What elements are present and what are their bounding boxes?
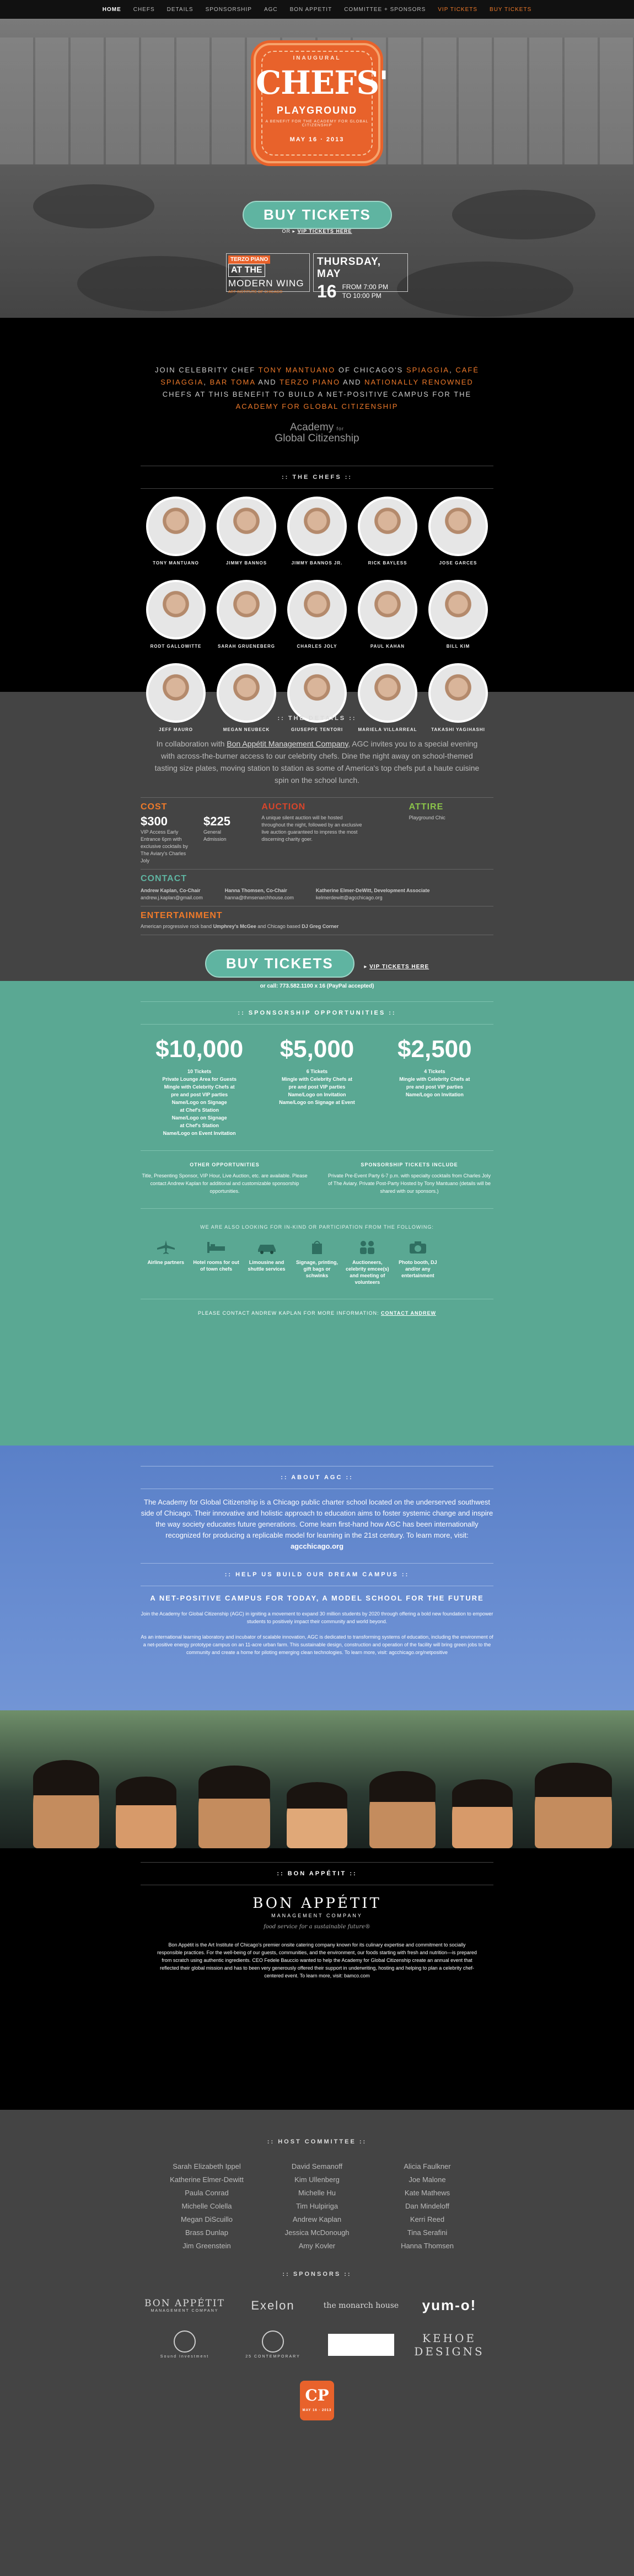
sponsor-logos [141,2297,493,2359]
email-link[interactable]: hanna@thmsenarchhouse.com [224,895,294,900]
auctioneer-item: Auctioneers, celebrity emcee(s) and meeting of volunteers [342,1239,393,1286]
contact-andrew-link[interactable]: CONTACT ANDREW [381,1310,437,1316]
committee-member: Jessica McDonough [284,2228,350,2237]
nav-home[interactable]: HOME [102,6,121,13]
sponsor-logo: 25 CONTEMPORARY [229,2330,317,2359]
committee-member: Megan DiScuillo [181,2215,233,2223]
tier-benefit: Mingle with Celebrity Chefs at [164,1084,235,1090]
committee-member: Joe Malone [409,2175,446,2184]
tier-benefit: Name/Logo on Invitation [405,1092,464,1097]
tier-benefit: Private Lounge Area for Guests [162,1076,237,1082]
sponsor-logo: KEHOE DESIGNS [414,2331,485,2358]
committee-member: Katherine Elmer-Dewitt [170,2175,244,2184]
footer-logo: CP MAY 16 · 2013 [300,2381,334,2420]
hero-section [0,19,634,318]
nav-committee[interactable]: COMMITTEE + SPONSORS [344,6,426,13]
students-photo [0,1710,634,1848]
tier-amount: $5,000 [280,1036,354,1063]
details-grid [141,797,493,870]
campus-text-1: Join the Academy for Global Citizenship (AGC) in igniting a movement to expand 30 million students by 2020 through offering a bold new foundation to empower students to positively impact their community and world beyond. [141,1611,493,1624]
needs-icons [141,1239,493,1286]
chef-card [141,663,211,732]
committee-member: Sarah Elizabeth Ippel [173,2162,241,2170]
chef-photo [146,663,206,723]
tier-amount: $2,500 [397,1036,472,1063]
inkind-ask: WE ARE ALSO LOOKING FOR IN-KIND OR PARTICIPATION FROM THE FOLLOWING: [200,1224,434,1230]
chef-photo [428,663,488,723]
tier-benefit: 10 Tickets [187,1069,212,1074]
nav-bon-appetit[interactable]: BON APPETIT [289,6,332,13]
chef-photo [287,580,347,639]
nav-vip-tickets[interactable]: VIP TICKETS [438,6,478,13]
chef-name: TAKASHI YAGIHASHI [431,727,485,732]
venue-wing: MODERN WING [228,278,304,289]
nav-details[interactable]: DETAILS [166,6,194,13]
vip-tickets-link[interactable]: VIP TICKETS HERE [297,228,352,234]
vip-tickets-link[interactable]: VIP TICKETS HERE [369,964,429,970]
chef-name: CHARLES JOLY [297,644,337,649]
chef-photo [428,580,488,639]
nav-agc[interactable]: AGC [264,6,278,13]
about-heading: :: ABOUT AGC :: [281,1474,353,1481]
chef-photo [358,663,417,723]
tier-benefit: Name/Logo on Signage [171,1115,227,1121]
chef-photo [217,497,276,556]
committee-section [0,2110,634,2546]
signage-item: Signage, printing, gift bags or schwinks [292,1239,342,1286]
chef-name: JEFF MAURO [159,727,193,732]
chef-photo [358,580,417,639]
background-table [33,184,154,228]
chef-card [423,580,493,649]
committee-member: Michelle Colella [181,2202,232,2210]
tier-benefit: Name/Logo on Invitation [288,1092,346,1097]
event-info [226,253,408,301]
committee-member: Michelle Hu [298,2189,336,2197]
sponsor-logo [317,2334,405,2356]
venue-block [226,253,310,292]
time-from: FROM 7:00 PM [342,283,388,291]
tier-benefit: 6 Tickets [306,1069,328,1074]
chef-photo [146,497,206,556]
bed-icon [205,1239,227,1255]
cost-cell: COST $300 VIP Access Early Entrance 6pm with exclusive cocktails by The Aviary's Charles Joly $225 General Admission [141,798,258,870]
committee-member: Kate Mathews [404,2189,450,2197]
chef-name: PAUL KAHAN [370,644,405,649]
chef-photo [358,497,417,556]
bon-appetit-link[interactable]: Bon Appétit Management Company [227,739,348,748]
date-line: THURSDAY, MAY [317,256,381,280]
date-block [313,253,408,301]
chef-name: JIMMY BANNOS JR. [291,561,343,566]
sponsor-logo: the monarch house [323,2301,399,2310]
chef-name: RODT GALLOWITTE [150,644,202,649]
committee-member: Kerri Reed [410,2215,445,2223]
bon-heading: :: BON APPÉTIT :: [277,1870,357,1877]
call-line: or call: 773.582.1100 x 16 (PayPal accepted) [260,983,374,989]
divider [141,1024,493,1025]
badge-subtitle: PLAYGROUND [276,105,358,116]
chef-photo [146,580,206,639]
committee-member: Kim Ullenberg [294,2175,340,2184]
top-nav [0,0,634,19]
sponsor-logo: yum-o! [422,2297,477,2313]
tier-benefit: pre and post VIP parties [406,1084,463,1090]
about-section [0,1446,634,1848]
tier-benefit: at Chef's Station [180,1123,219,1128]
campus-subtitle: A NET-POSITIVE CAMPUS FOR TODAY, A MODEL SCHOOL FOR THE FUTURE [150,1594,484,1602]
auction-cell: AUCTION A unique silent auction will be hosted throughout the night, followed by an exclusive live auction guaranteed to impress the most discerning charity goer. [258,798,375,870]
airplane-icon [155,1239,177,1255]
about-text: The Academy for Global Citizenship is a Chicago public charter school located on the underserved southwest side of Chicago. Their innovative and holistic approach to education aims to foster systemic change and inspire the way society educates future generations. Come learn first-hand how AGC has been internationally recognized for producing a replicable model for learning in the 21st century. To learn more, visit: agcchicago.org [141,1498,493,1550]
include-title: SPONSORSHIP TICKETS INCLUDE [361,1162,458,1167]
chef-name: MARIELA VILLARREAL [358,727,417,732]
sponsor-tier [141,1036,258,1137]
chef-card [141,497,211,566]
committee-member: Andrew Kaplan [292,2215,342,2223]
chef-card [211,580,282,649]
host-names [152,2161,482,2252]
email-link[interactable]: kelmerdewitt@agcchicago.org [315,895,383,900]
chef-card [282,580,352,649]
committee-member: Alicia Faulkner [404,2162,451,2170]
tier-benefit: Name/Logo on Signage [171,1100,227,1105]
background-table [77,256,243,311]
sponsor-tier [376,1036,493,1137]
agc-link[interactable]: agcchicago.org [290,1542,344,1550]
chef-photo [287,497,347,556]
tier-benefit: Mingle with Celebrity Chefs at [281,1076,352,1082]
tier-benefit: Mingle with Celebrity Chefs at [399,1076,470,1082]
tier-benefit: at Chef's Station [180,1107,219,1113]
campus-text-2: As an international learning laboratory and incubator of scalable innovation, AGC is dedicated to transforming systems of education, including the environment of a net-positive energy prototype campus on an 11-acre urban farm. This sustainable design, construction and operation of the facility will bring green jobs to the community and create a home for piloting emerging clean technologies. To learn more, visit: agcchicago.org/netpositive [141,1634,493,1655]
chef-card [352,580,423,649]
help-heading: :: HELP US BUILD OUR DREAM CAMPUS :: [224,1571,410,1578]
chef-name: JOSE GARCES [439,561,477,566]
committee-member: Brass Dunlap [185,2228,229,2237]
gift-bag-icon [306,1239,328,1255]
people-icon [356,1239,378,1255]
details-lead: In collaboration with Bon Appétit Management Company, AGC invites you to a special evening with across-the-burner access to our celebrity chefs. Dine the night away on school-themed tasting size plates, moving station to station as some of America's top chefs put a haute cuisine spin on the school lunch. [154,739,480,785]
photo-booth-item: Photo booth, DJ and/or any entertainment [393,1239,443,1286]
other-text: Title, Presenting Sponsor, VIP Hour, Live Auction, etc. are available. Please contact Andrew Kaplan for additional and customizable sponsorship opportunities. [142,1173,308,1194]
sponsor-logo: BON APPÉTIT MANAGEMENT COMPANY [144,2298,225,2313]
chef-card [211,497,282,566]
tier-benefit: Name/Logo on Event Invitation [163,1130,236,1136]
background-table [397,262,573,317]
bon-appetit-logo: BON APPÉTIT MANAGEMENT COMPANY food service for a sustainable future® [252,1895,382,1930]
event-badge-logo [254,43,388,163]
vip-prefix: OR [282,228,291,234]
divider [141,1862,493,1863]
committee-member: Paula Conrad [185,2189,229,2197]
badge-date: MAY 16 · 2013 [289,136,345,143]
nav-chefs[interactable]: CHEFS [133,6,155,13]
bon-text: Bon Appétit is the Art Institute of Chicago's premier onsite catering company known for its culinary expertise and commitment to socially responsible practices. For the well-being of our guests, communities, and the environment, our foods starting with fresh and nutrition—is prepared from scratch using authentic ingredients. CEO Fedele Bauccio wanted to help the Academy for Global Citizenship create an annual event that reflected their global mission and has to been very generously offered their support in underwriting, hosting and helping to plan a celebrity chef-centered event. To learn more, visit: bamco.com [157,1942,477,1978]
nav-sponsorship[interactable]: SPONSORSHIP [205,6,252,13]
airline-item: Airline partners [141,1239,191,1286]
chef-card [211,663,282,732]
divider [141,2285,493,2286]
divider [141,1150,493,1151]
chef-name: JIMMY BANNOS [225,561,267,566]
sponsor-logo: Sound Investment [141,2330,229,2359]
vip-link-row: OR ▸ VIP TICKETS HERE [282,228,352,234]
chef-card [352,497,423,566]
badge-tagline: A BENEFIT FOR THE ACADEMY FOR GLOBAL CITIZENSHIP [265,120,369,127]
background-table [452,190,595,239]
chef-name: MEGAN NEUBECK [223,727,270,732]
chefs-heading: :: THE CHEFS :: [281,474,353,481]
chefs-grid [141,497,493,732]
committee-member: Dan Mindeloff [405,2202,449,2210]
chef-name: SARAH GRUENEBERG [217,644,275,649]
tier-amount: $10,000 [155,1036,244,1063]
chef-name: BILL KIM [446,644,470,649]
chef-name: TONY MANTUANO [153,561,199,566]
chef-name: GIUSEPPE TENTORI [291,727,343,732]
chef-photo [428,497,488,556]
chef-photo [217,663,276,723]
sponsor-tier [258,1036,375,1137]
chef-card [352,663,423,732]
chef-card [141,580,211,649]
host-heading: :: HOST COMMITTEE :: [267,2138,367,2145]
details-heading: :: THE DETAILS :: [277,715,357,722]
badge-top: INAUGURAL [293,55,341,61]
divider [141,1563,493,1564]
divider [141,488,493,489]
sponsors-heading: :: SPONSORS :: [282,2271,352,2278]
camera-icon [407,1239,429,1255]
venue-at: AT THE [228,264,265,277]
chef-photo [287,663,347,723]
include-text: Private Pre-Event Party 6-7 p.m. with specialty cocktails from Charles Joly of The Aviary. Private Post-Party Hosted by Tony Mantuano (details will be shared with our sponsors.) [327,1173,491,1194]
chef-card [423,663,493,732]
time-to: TO 10:00 PM [342,292,382,300]
tier-benefit: 4 Tickets [424,1069,445,1074]
chef-photo [217,580,276,639]
venue-institute: ART INSTITUTE OF CHICAGO [228,290,283,294]
attire-cell: ATTIRE Playground Chic [376,798,493,870]
sponsorship-section [0,981,634,1446]
tier-benefit: pre and post VIP parties [171,1092,228,1097]
limo-item: Limousine and shuttle services [241,1239,292,1286]
sponsor-tiers [141,1036,493,1137]
bon-appetit-section [0,1848,634,2110]
car-icon [256,1239,278,1255]
contact-block: CONTACT Andrew Kaplan, Co-Chair andrew.j.kaplan@gmail.com Hanna Thomsen, Co-Chair hanna@thmsenarchhouse.com Katherine Elmer-DeWitt, Development Associate kelmerdewitt@agcchicago.org [141,870,493,906]
venue-name: TERZO PIANO [228,255,270,264]
committee-member: David Semanoff [291,2162,343,2170]
chef-name: RICK BAYLESS [368,561,407,566]
date-day: 16 [317,281,337,301]
buy-tickets-button[interactable]: BUY TICKETS [243,201,392,229]
tier-benefit: Name/Logo on Signage at Event [279,1100,355,1105]
buy-tickets-button[interactable]: BUY TICKETS [205,950,354,978]
tier-benefit: pre and post VIP parties [288,1084,346,1090]
divider [141,2130,493,2131]
email-link[interactable]: andrew.j.kaplan@gmail.com [141,895,203,900]
committee-member: Hanna Thomsen [401,2242,454,2250]
sponsorship-heading: :: SPONSORSHIP OPPORTUNITIES :: [238,1010,396,1016]
committee-member: Amy Kovler [298,2242,336,2250]
details-section: :: THE DETAILS :: In collaboration with Bon Appétit Management Company, AGC invites you to a special evening with across-the-burner access to our celebrity chefs. Dine the night away on school-themed tasting size plates, moving station to station as some of America's top chefs put a haute cuisine spin on the school lunch. COST $300 VIP Access Early Entrance 6pm with exclusive cocktails by The Aviary's Charles Joly $225 General Admission AUCTION A unique silent auction will be hosted throughout the night, followed by an exclusive live auction guaranteed to impress the most discerning charity goer. ATTIRE Playground Chic CONTACT Andrew Kaplan, Co-Chair andrew.j.kaplan@gmail.com Hanna Thomsen, Co-Chair hanna@thmsenarchhouse.com Katherine Elmer-DeWitt, Development Associate kelmerdewitt@agcchicago.org ENTERTAINMENT American progressive rock band Umphrey's McGee and Chicago based DJ Greg Corner BUY TICKETS ▸ VIP TICKETS HERE or call: 773.582.1100 x 16 (PayPal accepted) [0,692,634,981]
entertainment-block: ENTERTAINMENT American progressive rock band Umphrey's McGee and Chicago based DJ Greg Corner [141,906,493,935]
sponsor-logo: Exelon [251,2298,295,2312]
intro-text: JOIN CELEBRITY CHEF TONY MANTUANO OF CHICAGO'S SPIAGGIA, CAFÉ SPIAGGIA, BAR TOMA AND TERZO PIANO AND NATIONALLY RENOWNED CHEFS AT THIS BENEFIT TO BUILD A NET-POSITIVE CAMPUS FOR THE ACADEMY FOR GLOBAL CITIZENSHIP [154,366,480,410]
other-title: OTHER OPPORTUNITIES [190,1162,260,1167]
chef-card [282,497,352,566]
hotel-item: Hotel rooms for out of town chefs [191,1239,241,1286]
contact-row: PLEASE CONTACT ANDREW KAPLAN FOR MORE INFORMATION: CONTACT ANDREW [197,1310,437,1316]
chef-card [423,497,493,566]
divider [141,1208,493,1209]
badge-title: CHEFS' [256,64,388,102]
divider [141,1001,493,1002]
chef-card [282,663,352,732]
committee-member: Jim Greenstein [182,2242,231,2250]
agc-logo: Academy for Global Citizenship [275,422,359,444]
committee-member: Tim Hulpiriga [295,2202,339,2210]
committee-member: Tina Serafini [407,2228,448,2237]
nav-buy-tickets[interactable]: BUY TICKETS [490,6,532,13]
